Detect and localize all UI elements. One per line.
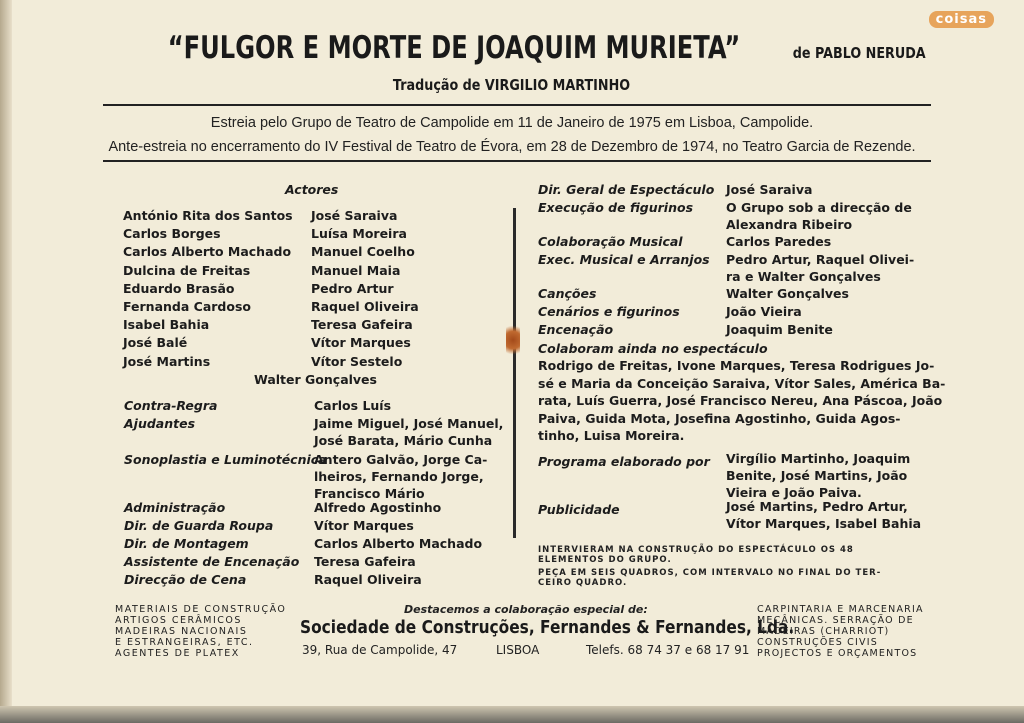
page-bottom-edge [0, 706, 1024, 723]
ad-phones: Telefs. 68 74 37 e 68 17 91 [586, 643, 750, 657]
credit-name: Virgílio Martinho, Joaquim [726, 451, 911, 466]
ad-left-line: MATERIAIS DE CONSTRUÇÃO [115, 604, 287, 615]
actor-name: Eduardo Brasão [123, 280, 235, 296]
actor-name: José Balé [123, 335, 188, 351]
actor-name: Vítor Marques [311, 335, 411, 351]
premiere-line-2: Ante-estreia no encerramento do IV Festival de Teatro de Évora, em 28 de Dezembro de 1974, no Teatro Garcia de Rezende. [108, 139, 916, 155]
ad-company: Sociedade de Construções, Fernandes & Fernandes, Lda. [300, 618, 795, 638]
credit-name: Antero Galvão, Jorge Ca- [314, 452, 488, 467]
ad-right-line: CONSTRUÇÕES CIVIS [757, 637, 878, 648]
credit-name: Pedro Artur, Raquel Olivei- [726, 252, 915, 267]
credit-name: Alexandra Ribeiro [726, 217, 853, 232]
actor-name: Teresa Gafeira [311, 317, 413, 333]
ad-left-line: MADEIRAS NACIONAIS [115, 626, 248, 637]
collab-line: sé e Maria da Conceição Saraiva, Vítor Sales, América Ba- [538, 375, 946, 391]
credit-role: Ajudantes [124, 416, 196, 431]
collab-heading: Colaboram ainda no espectáculo [538, 341, 768, 356]
credit-role: Direcção de Cena [124, 572, 247, 587]
actor-name: Manuel Maia [311, 262, 401, 278]
credit-role: Canções [538, 286, 597, 301]
actor-name: José Martins [123, 353, 211, 369]
credit-name: Alfredo Agostinho [314, 500, 442, 515]
credit-role: Programa elaborado por [538, 454, 710, 469]
credit-role: Execução de figurinos [538, 200, 694, 215]
ad-right-line: MECÂNICAS. SERRAÇÃO DE [757, 615, 914, 626]
note-line: CEIRO QUADRO. [538, 578, 628, 588]
credit-role: Assistente de Encenação [124, 554, 300, 569]
ad-intro: Destacemos a colaboração especial de: [404, 603, 648, 616]
credit-role: Administração [124, 500, 226, 515]
actor-name: Vítor Sestelo [311, 353, 403, 369]
watermark: coisas [929, 11, 994, 28]
credit-name: José Saraiva [726, 182, 813, 197]
actor-name: José Saraiva [311, 208, 398, 223]
credit-name: Teresa Gafeira [314, 554, 416, 569]
premiere-line-1: Estreia pelo Grupo de Teatro de Campolide em 11 de Janeiro de 1975 em Lisboa, Campolide. [210, 115, 814, 131]
credit-name: Vieira e João Paiva. [726, 485, 862, 500]
credit-role: Encenação [538, 322, 614, 337]
ad-left-line: AGENTES DE PLATEX [115, 648, 240, 659]
credit-role: Publicidade [538, 502, 620, 517]
credit-name: Carlos Luís [314, 398, 392, 413]
actor-last: Walter Gonçalves [254, 372, 377, 387]
note-line: PEÇA EM SEIS QUADROS, COM INTERVALO NO FINAL DO TER- [538, 568, 882, 578]
collab-line: Rodrigo de Freitas, Ivone Marques, Teresa Rodrigues Jo- [538, 358, 935, 373]
actor-name: Luísa Moreira [311, 226, 407, 242]
credit-role: Sonoplastia e Luminotécnica [124, 452, 327, 467]
collab-line: Paiva, Guida Mota, Josefina Agostinho, Guida Agos- [538, 410, 901, 426]
credit-name: Carlos Paredes [726, 234, 832, 249]
credit-role: Contra-Regra [124, 398, 218, 413]
credit-name: Carlos Alberto Machado [314, 536, 483, 551]
credit-role: Dir. de Guarda Roupa [124, 518, 274, 533]
credit-role: Dir. de Montagem [124, 536, 249, 551]
credit-name: Walter Gonçalves [726, 286, 849, 301]
credit-role: Dir. Geral de Espectáculo [538, 182, 715, 197]
credit-name: José Barata, Mário Cunha [314, 433, 493, 448]
ad-city: LISBOA [496, 643, 540, 657]
actor-name: Carlos Borges [123, 226, 221, 242]
ad-left-line: ARTIGOS CERÂMICOS [115, 615, 242, 626]
actors-heading: Actores [285, 182, 339, 197]
ad-right-line: PROJECTOS E ORÇAMENTOS [757, 648, 918, 659]
credit-name: Vítor Marques [314, 518, 414, 533]
ad-right-line: MADEIRAS (CHARRIOT) [757, 626, 890, 637]
ad-address: 39, Rua de Campolide, 47 [302, 643, 458, 657]
actor-name: Isabel Bahia [123, 317, 210, 333]
credit-name: lheiros, Fernando Jorge, [314, 469, 484, 484]
title-main: “FULGOR E MORTE DE JOAQUIM MURIETA” [167, 30, 741, 66]
credit-role: Cenários e figurinos [538, 304, 680, 319]
actor-name: Pedro Artur [311, 280, 394, 296]
credit-role: Exec. Musical e Arranjos [538, 252, 710, 267]
actor-name: António Rita dos Santos [123, 208, 293, 223]
credit-name: Benite, José Martins, João [726, 468, 908, 483]
ad-right-line: CARPINTARIA E MARCENARIA [757, 604, 924, 615]
actor-name: Manuel Coelho [311, 244, 415, 260]
actor-name: Carlos Alberto Machado [123, 244, 292, 260]
actor-name: Fernanda Cardoso [123, 299, 251, 314]
credit-name: Raquel Oliveira [314, 572, 422, 587]
note-line: INTERVIERAM NA CONSTRUÇÃO DO ESPECTÁCULO OS 48 [538, 545, 854, 555]
credit-name: ra e Walter Gonçalves [726, 269, 881, 284]
credit-name: José Martins, Pedro Artur, [726, 499, 908, 514]
collab-line: tinho, Luisa Moreira. [538, 428, 685, 443]
credit-name: O Grupo sob a direcção de [726, 200, 912, 215]
credit-name: Vítor Marques, Isabel Bahia [726, 516, 922, 531]
actor-name: Dulcina de Freitas [123, 262, 251, 278]
credit-name: Jaime Miguel, José Manuel, [314, 416, 504, 431]
translation-text: Tradução de VIRGILIO MARTINHO [393, 76, 631, 94]
ad-left-line: E ESTRANGEIRAS, ETC. [115, 637, 254, 648]
credit-name: Joaquim Benite [726, 322, 833, 337]
credit-name: João Vieira [726, 304, 802, 319]
collab-line: rata, Luís Guerra, José Francisco Nereu, Ana Páscoa, João [538, 393, 943, 408]
actor-name: Raquel Oliveira [311, 299, 419, 314]
title-author: de PABLO NERUDA [792, 44, 926, 62]
credit-name: Francisco Mário [314, 486, 425, 501]
credit-role: Colaboração Musical [538, 234, 683, 249]
note-line: ELEMENTOS DO GRUPO. [538, 555, 672, 565]
